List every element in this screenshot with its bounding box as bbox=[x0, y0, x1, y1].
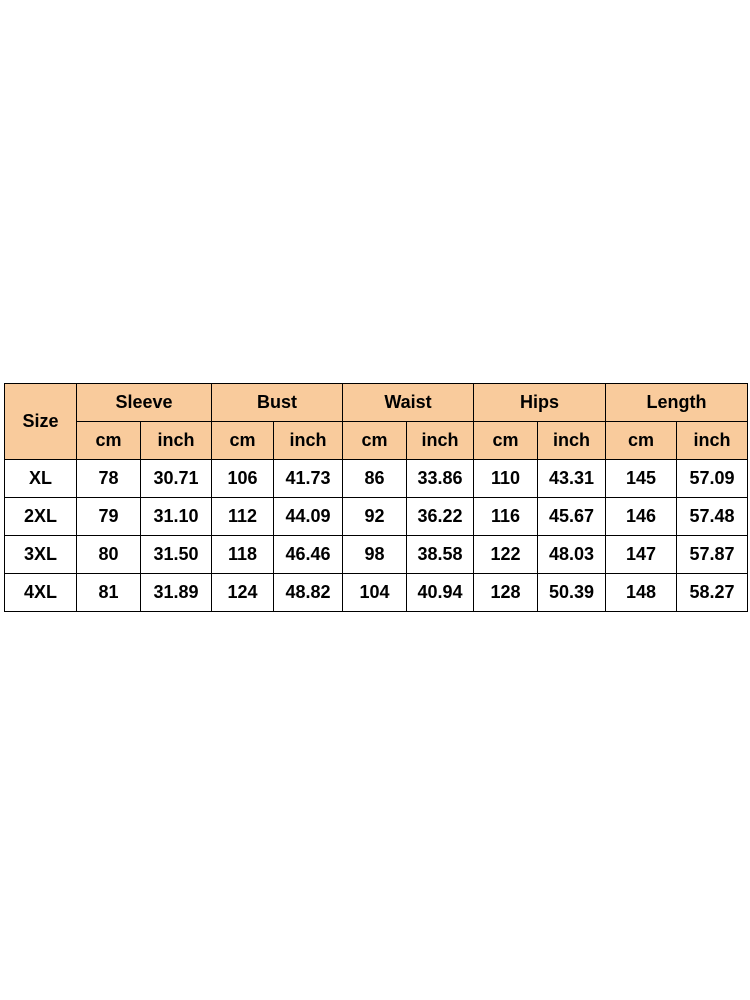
table-cell: 118 bbox=[212, 536, 274, 574]
table-cell: 41.73 bbox=[274, 460, 343, 498]
unit-header-cell: inch bbox=[274, 422, 343, 460]
table-cell: 92 bbox=[343, 498, 407, 536]
group-header-sleeve: Sleeve bbox=[77, 384, 212, 422]
table-row bbox=[5, 536, 748, 574]
group-header-hips: Hips bbox=[474, 384, 606, 422]
table-cell: 45.67 bbox=[538, 498, 606, 536]
unit-header-cell: cm bbox=[212, 422, 274, 460]
table-cell: 124 bbox=[212, 574, 274, 612]
unit-header-cell: cm bbox=[343, 422, 407, 460]
table-cell: 33.86 bbox=[407, 460, 474, 498]
table-cell: 30.71 bbox=[141, 460, 212, 498]
table-row bbox=[5, 498, 748, 536]
table-cell: 44.09 bbox=[274, 498, 343, 536]
table-cell: 31.10 bbox=[141, 498, 212, 536]
size-header-cell: Size bbox=[5, 384, 77, 460]
size-label-cell: XL bbox=[5, 460, 77, 498]
table-cell: 50.39 bbox=[538, 574, 606, 612]
header-row-groups bbox=[5, 384, 748, 422]
table-cell: 48.03 bbox=[538, 536, 606, 574]
table-cell: 57.87 bbox=[677, 536, 748, 574]
unit-header-cell: cm bbox=[606, 422, 677, 460]
table-cell: 31.50 bbox=[141, 536, 212, 574]
table-cell: 78 bbox=[77, 460, 141, 498]
table-row bbox=[5, 460, 748, 498]
table-cell: 145 bbox=[606, 460, 677, 498]
table-cell: 128 bbox=[474, 574, 538, 612]
table-cell: 110 bbox=[474, 460, 538, 498]
table-cell: 57.09 bbox=[677, 460, 748, 498]
unit-header-cell: inch bbox=[141, 422, 212, 460]
table-cell: 40.94 bbox=[407, 574, 474, 612]
size-chart-table bbox=[4, 383, 748, 612]
table-cell: 57.48 bbox=[677, 498, 748, 536]
table-cell: 147 bbox=[606, 536, 677, 574]
table-cell: 31.89 bbox=[141, 574, 212, 612]
table-cell: 104 bbox=[343, 574, 407, 612]
group-header-length: Length bbox=[606, 384, 748, 422]
unit-header-cell: inch bbox=[677, 422, 748, 460]
table-cell: 43.31 bbox=[538, 460, 606, 498]
table-cell: 80 bbox=[77, 536, 141, 574]
header-row-units bbox=[5, 422, 748, 460]
table-cell: 148 bbox=[606, 574, 677, 612]
table-cell: 98 bbox=[343, 536, 407, 574]
table-cell: 112 bbox=[212, 498, 274, 536]
table-cell: 46.46 bbox=[274, 536, 343, 574]
table-cell: 58.27 bbox=[677, 574, 748, 612]
table-cell: 122 bbox=[474, 536, 538, 574]
unit-header-cell: cm bbox=[77, 422, 141, 460]
unit-header-cell: inch bbox=[407, 422, 474, 460]
table-cell: 86 bbox=[343, 460, 407, 498]
size-label-cell: 3XL bbox=[5, 536, 77, 574]
table-cell: 36.22 bbox=[407, 498, 474, 536]
table-cell: 106 bbox=[212, 460, 274, 498]
table-cell: 116 bbox=[474, 498, 538, 536]
size-label-cell: 2XL bbox=[5, 498, 77, 536]
table-cell: 81 bbox=[77, 574, 141, 612]
table-row bbox=[5, 574, 748, 612]
table-cell: 146 bbox=[606, 498, 677, 536]
table-cell: 79 bbox=[77, 498, 141, 536]
unit-header-cell: inch bbox=[538, 422, 606, 460]
group-header-waist: Waist bbox=[343, 384, 474, 422]
group-header-bust: Bust bbox=[212, 384, 343, 422]
table-cell: 48.82 bbox=[274, 574, 343, 612]
unit-header-cell: cm bbox=[474, 422, 538, 460]
table-cell: 38.58 bbox=[407, 536, 474, 574]
size-label-cell: 4XL bbox=[5, 574, 77, 612]
